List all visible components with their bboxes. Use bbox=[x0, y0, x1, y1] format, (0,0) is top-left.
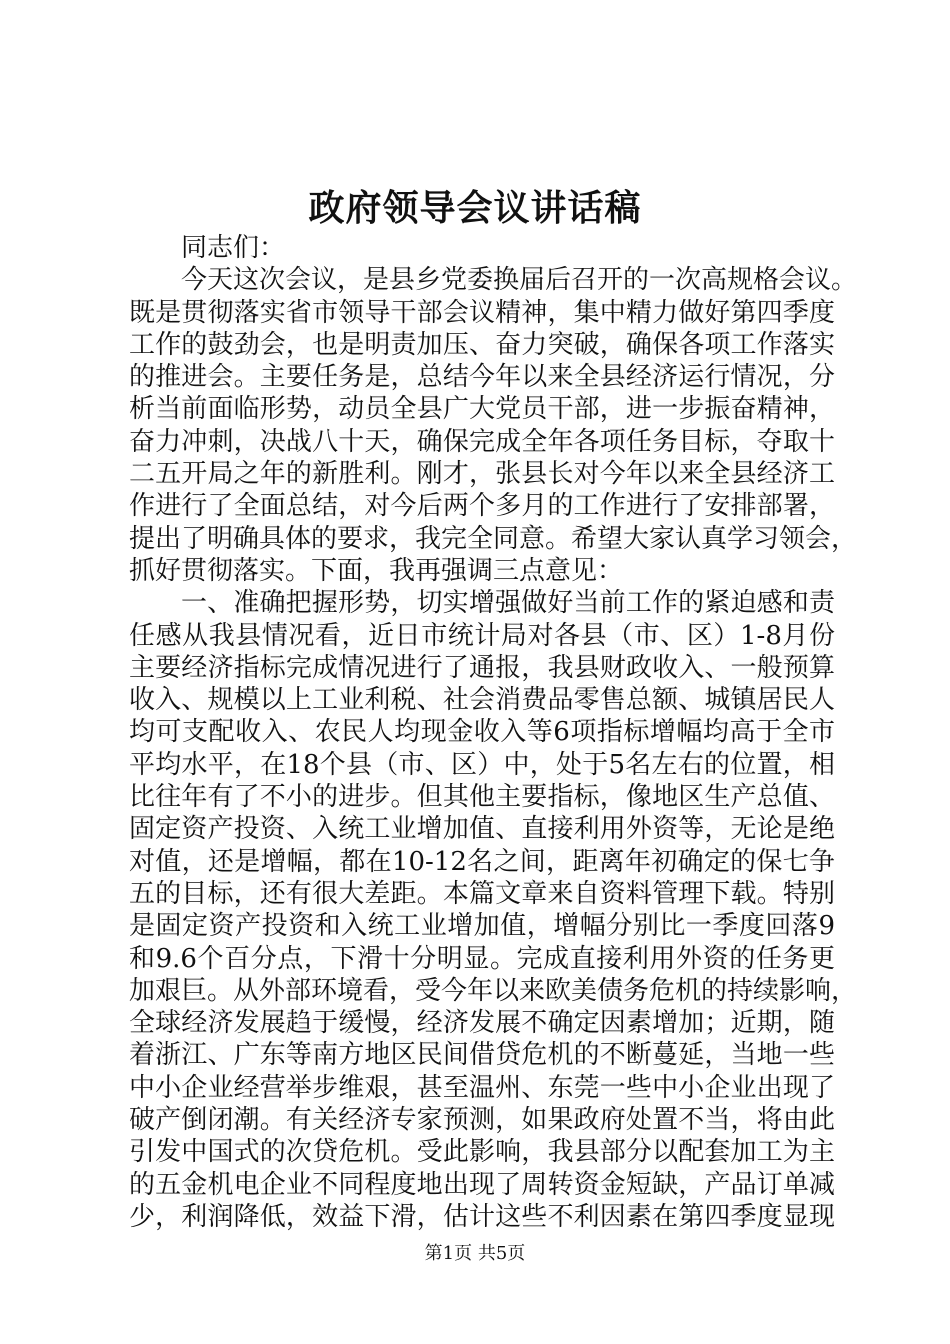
text-line: 主要经济指标完成情况进行了通报，我县财政收入、一般预算 bbox=[129, 652, 835, 683]
text-line: 全球经济发展趋于缓慢，经济发展不确定因素增加；近期，随 bbox=[129, 1008, 835, 1039]
text-line: 提出了明确具体的要求，我完全同意。希望大家认真学习领会， bbox=[129, 523, 858, 554]
text-line: 和9.6个百分点，下滑十分明显。完成直接利用外资的任务更 bbox=[129, 943, 835, 974]
text-line: 少，利润降低，效益下滑，估计这些不利因素在第四季度显现 bbox=[129, 1201, 835, 1232]
text-line: 是固定资产投资和入统工业增加值，增幅分别比一季度回落9 bbox=[129, 911, 835, 942]
text-line: 收入、规模以上工业利税、社会消费品零售总额、城镇居民人 bbox=[129, 685, 835, 716]
text-line: 五的目标，还有很大差距。本篇文章来自资料管理下载。特别 bbox=[129, 878, 835, 909]
text-line: 的推进会。主要任务是，总结今年以来全县经济运行情况，分 bbox=[129, 362, 835, 393]
text-line: 任感从我县情况看，近日市统计局对各县（市、区）1-8月份 bbox=[129, 620, 835, 651]
document-title: 政府领导会议讲话稿 bbox=[308, 187, 642, 229]
text-line: 破产倒闭潮。有关经济专家预测，如果政府处置不当，将由此 bbox=[129, 1105, 835, 1136]
text-line: 作进行了全面总结，对今后两个多月的工作进行了安排部署， bbox=[129, 491, 835, 522]
page-footer: 第1页 共5页 bbox=[424, 1243, 526, 1264]
text-line: 中小企业经营举步维艰，甚至温州、东莞一些中小企业出现了 bbox=[129, 1072, 835, 1103]
text-line: 奋力冲刺，决战八十天，确保完成全年各项任务目标，夺取十 bbox=[129, 426, 835, 457]
text-line: 抓好贯彻落实。下面，我再强调三点意见： bbox=[129, 555, 624, 586]
text-line: 对值，还是增幅，都在10-12名之间，距离年初确定的保七争 bbox=[129, 846, 835, 877]
text-line: 工作的鼓劲会，也是明责加压、奋力突破，确保各项工作落实 bbox=[129, 329, 835, 360]
text-line: 均可支配收入、农民人均现金收入等6项指标增幅均高于全市 bbox=[129, 717, 835, 748]
text-line: 今天这次会议，是县乡党委换届后召开的一次高规格会议。 bbox=[181, 265, 858, 296]
text-line: 析当前面临形势，动员全县广大党员干部，进一步振奋精神， bbox=[129, 394, 835, 425]
text-line: 二五开局之年的新胜利。刚才，张县长对今年以来全县经济工 bbox=[129, 459, 835, 490]
text-line: 既是贯彻落实省市领导干部会议精神，集中精力做好第四季度 bbox=[129, 297, 835, 328]
text-line: 比往年有了不小的进步。但其他主要指标，像地区生产总值、 bbox=[129, 782, 835, 813]
text-line: 的五金机电企业不同程度地出现了周转资金短缺，产品订单减 bbox=[129, 1169, 835, 1200]
text-line: 引发中国式的次贷危机。受此影响，我县部分以配套加工为主 bbox=[129, 1137, 835, 1168]
text-line: 一、准确把握形势，切实增强做好当前工作的紧迫感和责 bbox=[181, 588, 835, 619]
text-line: 加艰巨。从外部环境看，受今年以来欧美债务危机的持续影响， bbox=[129, 975, 858, 1006]
text-line: 平均水平，在18个县（市、区）中，处于5名左右的位置，相 bbox=[129, 749, 835, 780]
document-body bbox=[129, 232, 858, 1233]
text-line: 同志们： bbox=[181, 233, 286, 263]
text-line: 着浙江、广东等南方地区民间借贷危机的不断蔓延，当地一些 bbox=[129, 1040, 835, 1071]
text-line: 固定资产投资、入统工业增加值、直接利用外资等，无论是绝 bbox=[129, 814, 835, 845]
